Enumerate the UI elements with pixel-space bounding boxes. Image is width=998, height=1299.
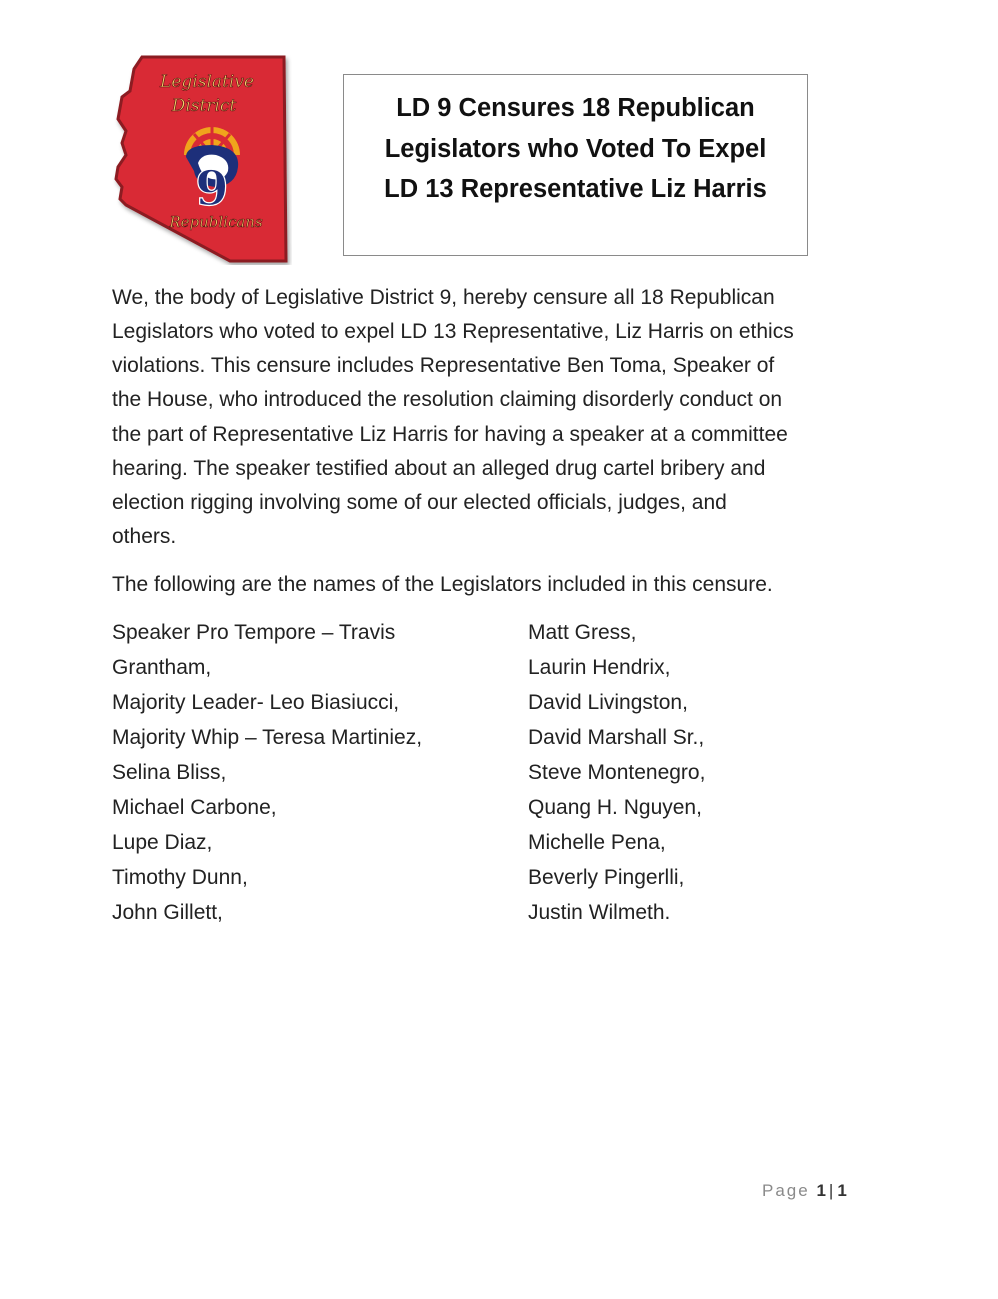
list-item: David Livingston, bbox=[528, 691, 688, 714]
logo-line2: District bbox=[171, 96, 237, 116]
page-total: 1 bbox=[837, 1181, 848, 1200]
paragraph-line: hearing. The speaker testified about an alleged drug cartel bribery and bbox=[112, 457, 766, 480]
page-separator: | bbox=[828, 1181, 836, 1200]
list-item: Laurin Hendrix, bbox=[528, 656, 671, 679]
logo-line1: Legislative bbox=[160, 72, 254, 92]
list-item: Matt Gress, bbox=[528, 621, 637, 644]
list-item: Beverly Pingerlli, bbox=[528, 866, 685, 889]
list-item: Majority Leader- Leo Biasiucci, bbox=[112, 691, 400, 714]
paragraph-line: Legislators who voted to expel LD 13 Representative, Liz Harris on ethics bbox=[112, 320, 794, 343]
names-left-column bbox=[112, 615, 532, 930]
paragraph-line: the part of Representative Liz Harris for having a speaker at a committee bbox=[112, 423, 788, 446]
title-box bbox=[343, 74, 808, 256]
page-current: 1 bbox=[816, 1181, 827, 1200]
page-label: Page bbox=[762, 1181, 810, 1200]
ld9-republicans-logo bbox=[112, 55, 292, 265]
paragraph-line: violations. This censure includes Representative Ben Toma, Speaker of bbox=[112, 354, 775, 377]
list-item: David Marshall Sr., bbox=[528, 726, 705, 749]
list-item: Grantham, bbox=[112, 656, 212, 679]
logo-line3: Republicans bbox=[169, 213, 263, 231]
names-right-column bbox=[528, 615, 948, 930]
names-intro: The following are the names of the Legislators included in this censure. bbox=[112, 573, 773, 596]
list-item: Speaker Pro Tempore – Travis bbox=[112, 621, 396, 644]
page-number bbox=[762, 1181, 848, 1201]
paragraph-line: others. bbox=[112, 525, 177, 548]
list-item: Selina Bliss, bbox=[112, 761, 227, 784]
list-item: Lupe Diaz, bbox=[112, 831, 213, 854]
list-item: Majority Whip – Teresa Martiniez, bbox=[112, 726, 423, 749]
paragraph-line: the House, who introduced the resolution claiming disorderly conduct on bbox=[112, 388, 783, 411]
list-item: Justin Wilmeth. bbox=[528, 901, 671, 924]
paragraph-line: election rigging involving some of our elected officials, judges, and bbox=[112, 491, 727, 514]
paragraph-line: We, the body of Legislative District 9, hereby censure all 18 Republican bbox=[112, 286, 775, 309]
list-item: Michelle Pena, bbox=[528, 831, 666, 854]
list-item: Michael Carbone, bbox=[112, 796, 277, 819]
list-item: Quang H. Nguyen, bbox=[528, 796, 702, 819]
title-line-2: Legislators who Voted To Expel bbox=[384, 135, 767, 163]
list-item: John Gillett, bbox=[112, 901, 223, 924]
title-line-3: LD 13 Representative Liz Harris bbox=[384, 175, 767, 203]
title-line-1: LD 9 Censures 18 Republican bbox=[396, 94, 755, 122]
list-item: Timothy Dunn, bbox=[112, 866, 248, 889]
logo-numeral: 9 bbox=[195, 161, 229, 217]
list-item: Steve Montenegro, bbox=[528, 761, 706, 784]
